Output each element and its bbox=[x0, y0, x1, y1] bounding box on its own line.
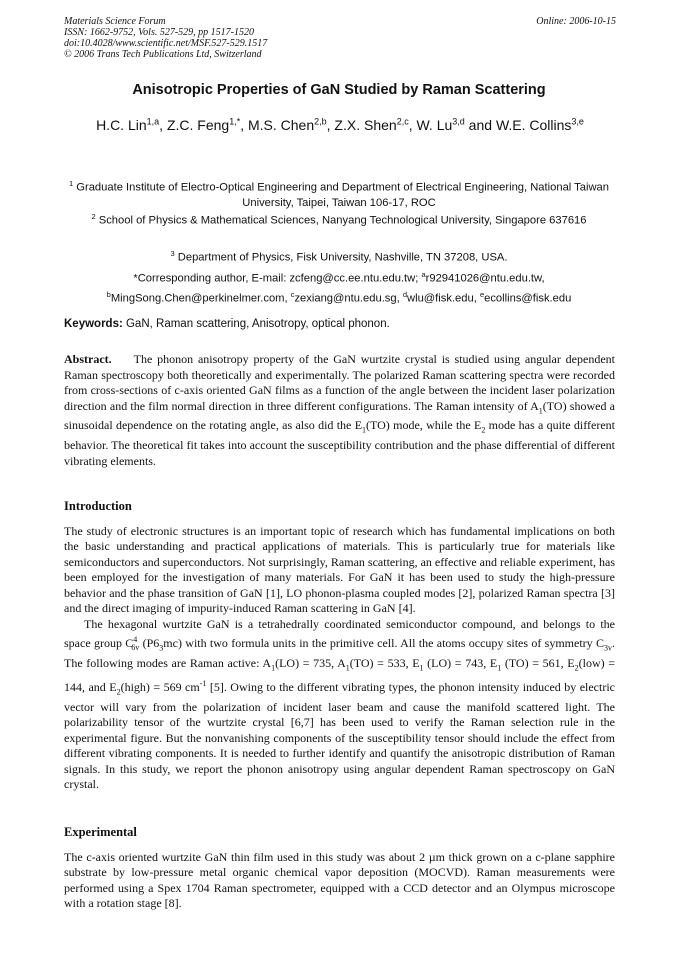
abstract: Abstract. The phonon anisotropy property of the GaN wurtzite crystal is studied using angular dependent Raman spectroscopy both theoretically and experimentally. The polarized Raman scattering spectra were recorded from cross-sections of c-axis oriented GaN films as a function of the angle between the incident laser polarization direction and the film normal direction in three different configurations. The Raman intensity of $A_1(TO)$ showed a sinusoidal dependence on the rotating angle, as also did the $E_1(TO)$ mode, while the $E_2$ mode has a quite different behavior. The theoretical fit takes into account the susceptibility contribution and the phase differential of different vibrating elements. bbox=[64, 352, 615, 468]
corresponding-author: *Corresponding author, E-mail: zcfeng@cc.ee.ntu.edu.tw; $^a$r92941026@ntu.edu.tw, $^b$MingSong.Chen@perkinelmer.com, $^c$zexiang@ntu.edu.sg, $^d$wlu@fisk.edu, $^e$ecollins@fisk.edu bbox=[106, 270, 572, 305]
author: W. Lu$^{3,d}$ and bbox=[416, 116, 496, 133]
author: W.E. Collins$^{3,e}$ bbox=[495, 116, 584, 133]
abstract-label: Abstract. bbox=[64, 352, 112, 366]
paragraph: The hexagonal wurtzite GaN is a tetrahedrally coordinated semiconductor compound, and belongs to the space group $C^4_{6v}$ $(P6_3mc)$ with two formula units in the primitive cell. All the atoms occupy sites of symmetry $C_{3v}$. The following modes are Raman active: $A_1(LO) = 735$, $A_1(TO) = 533$, $E_1$ (LO) = 743, $E_1$ (TO) = 561, $E_2(low) = 144$, and $E_2(high) = 569$ $cm^{-1}$ [5]. Owing to the different vibrating types, the phonon intensity induced by electric vector will vary from the polarization of incident laser beam and cause the manifold scattered light. The polarizability tensor of the wurtzite crystal [6,7] has been used to verify the Raman selection rule in the experimental figure. But the nonvanishing components of the susceptibility tensor should include the effect from different vibrating components. It is needed to further identify and quantify the anisotropic distribution of Raman signals. In this study, we report the phonon anisotropy using angular dependent Raman spectroscopy on GaN crystal. bbox=[64, 616, 616, 792]
experimental-section bbox=[64, 825, 615, 912]
journal-name: Materials Science Forum bbox=[64, 16, 166, 27]
paper-title: Anisotropic Properties of GaN Studied by Raman Scattering bbox=[132, 82, 546, 98]
section-heading: Experimental bbox=[64, 825, 137, 839]
author: Z.C. Feng$^{1,*}$, bbox=[166, 116, 248, 133]
paragraph: The c-axis oriented wurtzite GaN thin film used in this study was about 2 µm thick grown on a c-plane sapphire substrate by low-pressure metal organic chemical vapor deposition (MOCVD). Raman measurements were performed using a Spex 1704 Raman spectrometer, equipped with a CCD detector and an Olympus microscope with a rotation stage [8]. bbox=[64, 849, 615, 910]
author-list bbox=[80, 112, 600, 134]
online-date: Online: 2006-10-15 bbox=[536, 16, 616, 27]
introduction-section bbox=[64, 499, 615, 793]
affiliation-1: $^1$ Graduate Institute of Electro-Optical Engineering and Department of Electrical Engineering, National Taiwan University, Taipei, Taiwan 106-17, ROC bbox=[68, 179, 610, 209]
author: H.C. Lin$^{1,a}$, bbox=[96, 116, 167, 133]
keywords-text: GaN, Raman scattering, Anisotropy, optical phonon. bbox=[122, 318, 390, 330]
issn-line: ISSN: 1662-9752, Vols. 527-529, pp 1517-1520 bbox=[64, 27, 254, 38]
paragraph: The study of electronic structures is an important topic of research which has fundamental implications on both the basic understanding and practical applications of materials. This is particularly true for materials like semiconductors and superconductors. Not surprisingly, Raman scattering, an effective and reliable experiment, has been employed for the investigation of many materials. For GaN it has been used to study the high-pressure behavior and the phase transition of GaN [1], LO phonon-plasma coupled modes [2], polarized Raman spectra [3] and the direct imaging of impurity-induced Raman scattering in GaN [4]. bbox=[64, 523, 615, 615]
author: M.S. Chen$^{2,b}$, bbox=[247, 116, 335, 133]
keywords bbox=[64, 318, 614, 330]
copyright-line: © 2006 Trans Tech Publications Ltd, Switzerland bbox=[64, 49, 262, 60]
doi-line: doi:10.4028/www.scientific.net/MSF.527-529.1517 bbox=[64, 38, 268, 49]
keywords-label: Keywords: bbox=[64, 318, 123, 330]
affiliation-3: $^3$ Department of Physics, Fisk University, Nashville, TN 37208, USA. bbox=[170, 249, 508, 264]
journal-header bbox=[64, 16, 616, 60]
author: Z.X. Shen$^{2,c}$, bbox=[334, 116, 417, 133]
section-heading: Introduction bbox=[64, 499, 132, 513]
affiliation-2: $^2$ School of Physics & Mathematical Sciences, Nanyang Technological University, Singapore 637616 bbox=[91, 212, 587, 227]
